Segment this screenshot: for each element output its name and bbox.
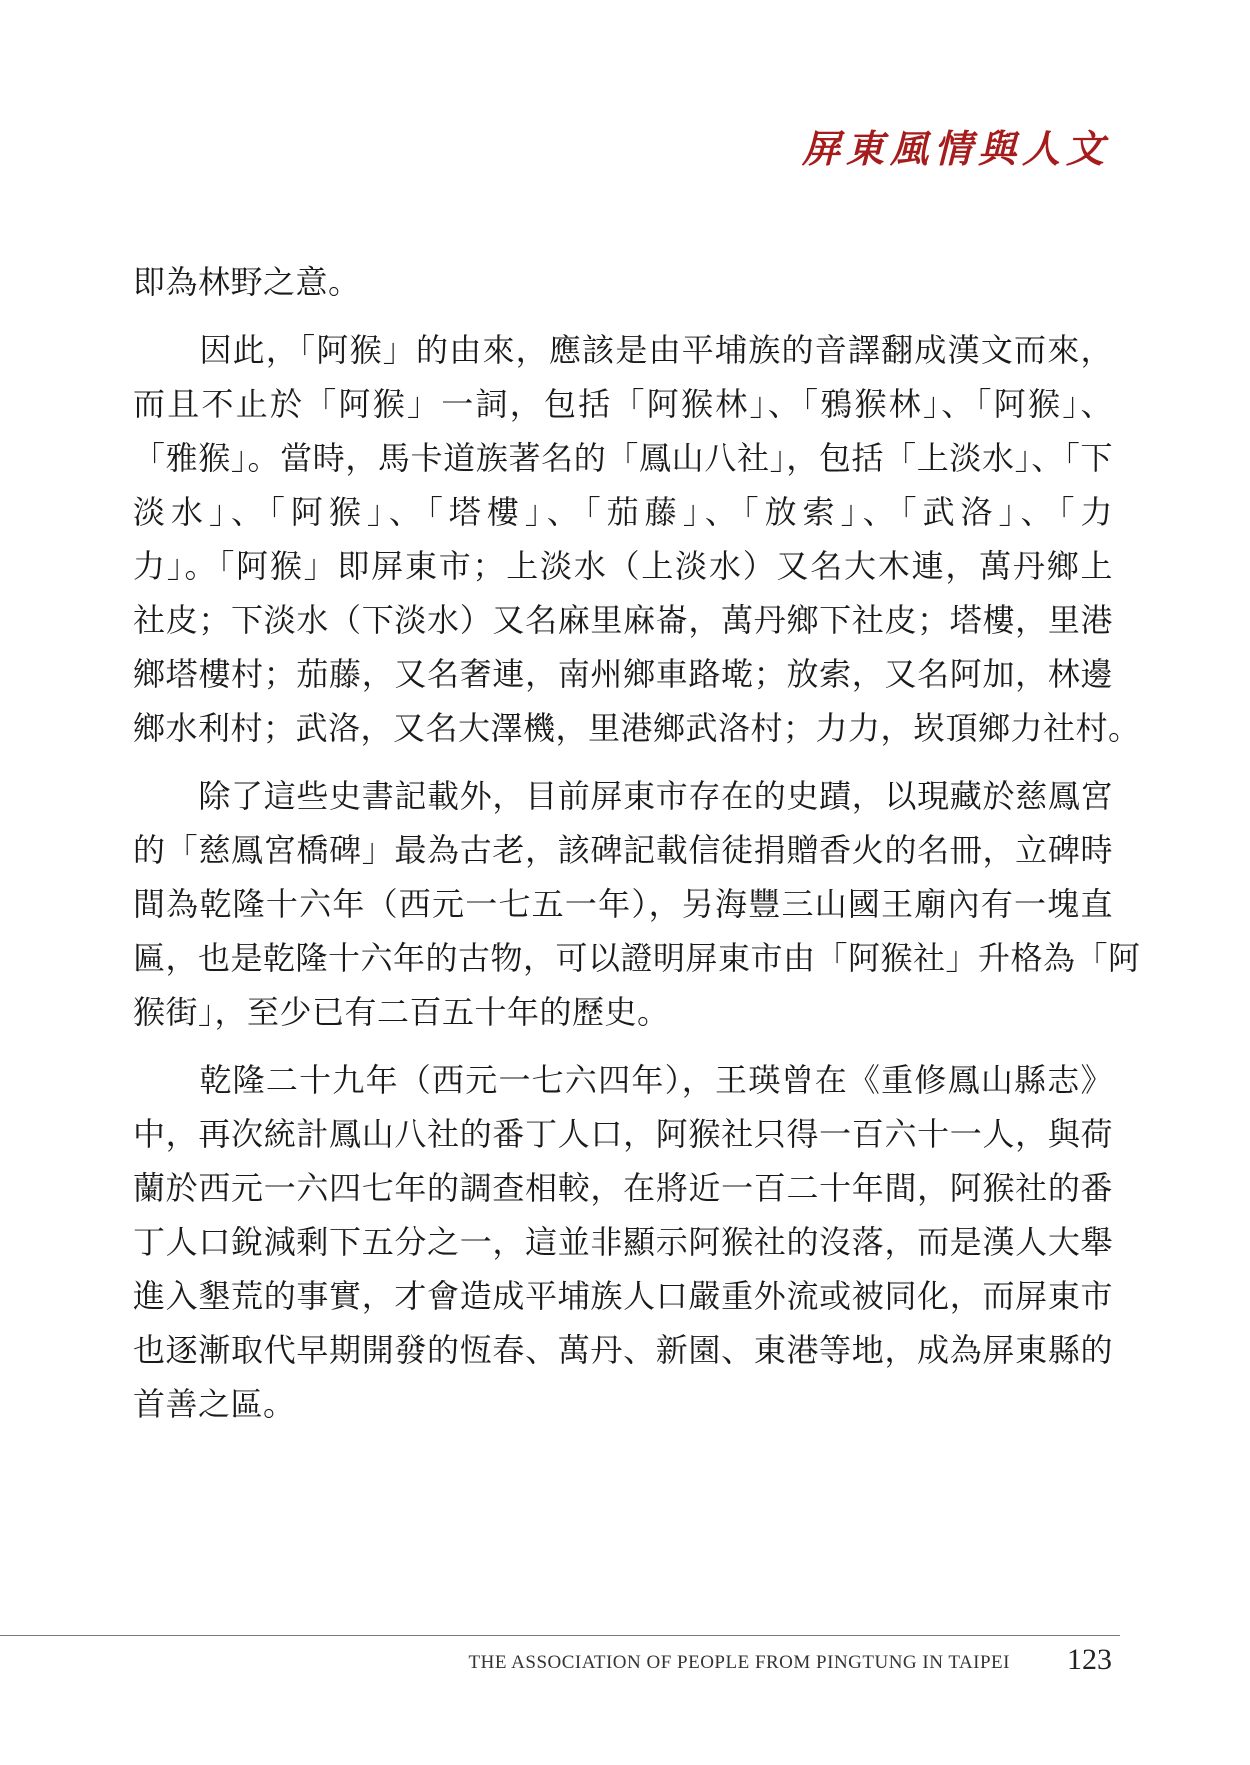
text-line: 淡水」、「阿猴」、「塔樓」、「茄藤」、「放索」、「武洛」、「力	[133, 493, 1113, 531]
text-line: 社皮；下淡水（下淡水）又名麻里麻崙，萬丹鄉下社皮；塔樓，里港	[133, 601, 1113, 639]
page-number: 123	[1067, 1643, 1112, 1676]
text-line: 除了這些史書記載外，目前屏東市存在的史蹟，以現藏於慈鳳宮	[133, 777, 1113, 815]
text-line: 的「慈鳳宮橋碑」最為古老，該碑記載信徒捐贈香火的名冊，立碑時	[133, 831, 1113, 869]
text-line: 丁人口銳減剩下五分之一，這並非顯示阿猴社的沒落，而是漢人大舉	[133, 1223, 1113, 1261]
text-line: 乾隆二十九年（西元一七六四年），王瑛曾在《重修鳳山縣志》	[133, 1061, 1113, 1099]
paragraph	[133, 769, 1141, 1039]
text-line: 即為林野之意。	[133, 263, 361, 301]
text-line: 而且不止於「阿猴」一詞，包括「阿猴林」、「鴉猴林」、「阿猴」、	[133, 385, 1113, 423]
text-line: 中，再次統計鳳山八社的番丁人口，阿猴社只得一百六十一人，與荷	[133, 1115, 1113, 1153]
text-line: 「雅猴」。當時，馬卡道族著名的「鳳山八社」，包括「上淡水」、「下	[133, 439, 1113, 477]
text-line: 鄉水利村；武洛，又名大澤機，里港鄉武洛村；力力，崁頂鄉力社村。	[133, 709, 1141, 747]
text-line: 間為乾隆十六年（西元一七五一年），另海豐三山國王廟內有一塊直	[133, 885, 1113, 923]
paragraph	[133, 1053, 1113, 1431]
text-line: 蘭於西元一六四七年的調查相較，在將近一百二十年間，阿猴社的番	[133, 1169, 1113, 1207]
text-line: 首善之區。	[133, 1385, 296, 1423]
text-line: 鄉塔樓村；茄藤，又名奢連，南州鄉車路墘；放索，又名阿加，林邊	[133, 655, 1113, 693]
body-text	[133, 255, 1141, 1431]
text-line: 猴街」，至少已有二百五十年的歷史。	[133, 993, 670, 1031]
footer-association-name: THE ASSOCIATION OF PEOPLE FROM PINGTUNG IN TAIPEI	[468, 1652, 1010, 1673]
footer-divider	[0, 1635, 1120, 1636]
paragraph	[133, 255, 1113, 309]
running-head-title: 屏東風情與人文	[801, 126, 1110, 171]
text-line: 因此，「阿猴」的由來，應該是由平埔族的音譯翻成漢文而來，	[133, 331, 1113, 369]
text-line: 也逐漸取代早期開發的恆春、萬丹、新園、東港等地，成為屏東縣的	[133, 1331, 1113, 1369]
text-line: 匾，也是乾隆十六年的古物，可以證明屏東市由「阿猴社」升格為「阿	[133, 939, 1141, 977]
text-line: 力」。「阿猴」即屏東市；上淡水（上淡水）又名大木連，萬丹鄉上	[133, 547, 1113, 585]
paragraph	[133, 323, 1141, 755]
text-line: 進入墾荒的事實，才會造成平埔族人口嚴重外流或被同化，而屏東市	[133, 1277, 1113, 1315]
